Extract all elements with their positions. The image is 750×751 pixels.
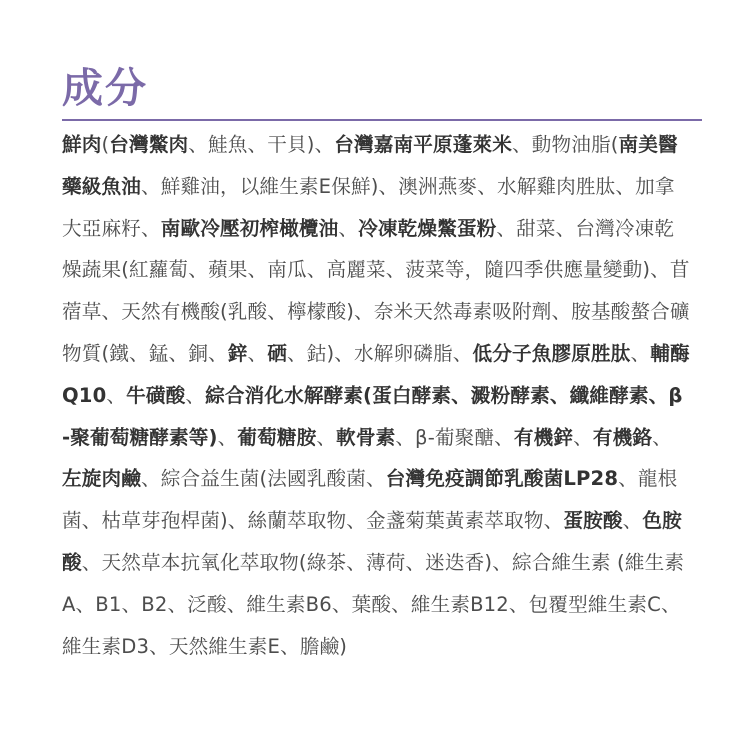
title-divider: [62, 119, 702, 121]
highlight-ingredient: 鮮肉: [62, 133, 102, 156]
ingredient-text: 、: [622, 509, 643, 533]
section-title: 成分: [62, 64, 148, 112]
ingredient-text: 、: [316, 425, 337, 449]
ingredient-text: 、: [106, 383, 127, 407]
highlight-ingredient: 綜合消化水解酵素(蛋白酵素、澱粉酵素、纖維酵素、β-聚葡萄糖酵素等): [62, 383, 683, 449]
highlight-ingredient: 左旋肉鹼: [62, 467, 141, 491]
ingredient-text: 、鮭魚、干貝)、: [188, 133, 335, 156]
ingredient-text: 、: [247, 341, 268, 365]
ingredient-text: 、龍根菌、枯草芽孢桿菌)、絲蘭萃取物、金盞菊葉黃素萃取物、: [62, 467, 678, 533]
highlight-ingredient: 軟骨素: [336, 425, 396, 449]
ingredient-text: 、β-葡聚醣、: [395, 425, 514, 449]
highlight-ingredient: 台灣免疫調節乳酸菌LP28: [385, 467, 619, 491]
highlight-ingredient: 冷凍乾燥鱉蛋粉: [358, 216, 497, 240]
ingredient-text: 、: [338, 216, 359, 240]
ingredient-list: [62, 124, 690, 667]
highlight-ingredient: 蛋胺酸: [563, 509, 623, 533]
highlight-ingredient: 色胺酸: [62, 509, 682, 574]
highlight-ingredient: 輔酶Q10: [62, 341, 690, 407]
ingredient-text: 、: [652, 425, 672, 449]
ingredient-text: 、天然草本抗氧化萃取物(綠茶、薄荷、迷迭香)、綜合維生素 (維生素A、B1、B2、泛酸、維生素B6、葉酸、維生素B12、包覆型維生素C、維生素D3、天然維生素E、膽鹼): [62, 550, 685, 658]
ingredient-text: 、綜合益生菌(法國乳酸菌、: [140, 467, 386, 491]
ingredient-text: 、: [573, 425, 593, 449]
highlight-ingredient: 台灣鱉肉: [109, 133, 189, 156]
ingredient-text: 、動物油脂(: [512, 133, 619, 156]
ingredient-text: 、: [630, 341, 651, 365]
highlight-ingredient: 鋅: [227, 341, 248, 365]
ingredient-text: 、鮮雞油，以維生素E保鮮)、澳洲燕麥、水解雞肉胜肽、加拿大亞麻籽、: [62, 174, 675, 240]
ingredient-text: (: [101, 133, 110, 156]
highlight-ingredient: 牛磺酸: [126, 383, 186, 407]
ingredient-text: 、甜菜、台灣冷凍乾燥蔬果(紅蘿蔔、蘋果、南瓜、高麗菜、菠菜等，隨四季供應量變動)、苜蓿草、天然有機酸(乳酸、檸檬酸)、奈米天然毒素吸附劑、胺基酸螯合礦物質(鐵、錳、銅、: [62, 216, 690, 365]
highlight-ingredient: 台灣嘉南平原蓬萊米: [334, 133, 512, 156]
ingredient-text: 、鈷)、水解卵磷脂、: [287, 341, 473, 365]
highlight-ingredient: 硒: [267, 341, 287, 365]
highlight-ingredient: 葡萄糖胺: [237, 425, 317, 449]
highlight-ingredient: 有機鋅: [513, 425, 574, 449]
highlight-ingredient: 南美醫藥級魚油: [62, 133, 678, 198]
highlight-ingredient: 低分子魚膠原胜肽: [472, 341, 631, 365]
highlight-ingredient: 南歐冷壓初榨橄欖油: [160, 216, 339, 240]
highlight-ingredient: 有機鉻: [592, 425, 653, 449]
ingredient-text: 、: [185, 383, 206, 407]
ingredient-text: 、: [217, 425, 238, 449]
